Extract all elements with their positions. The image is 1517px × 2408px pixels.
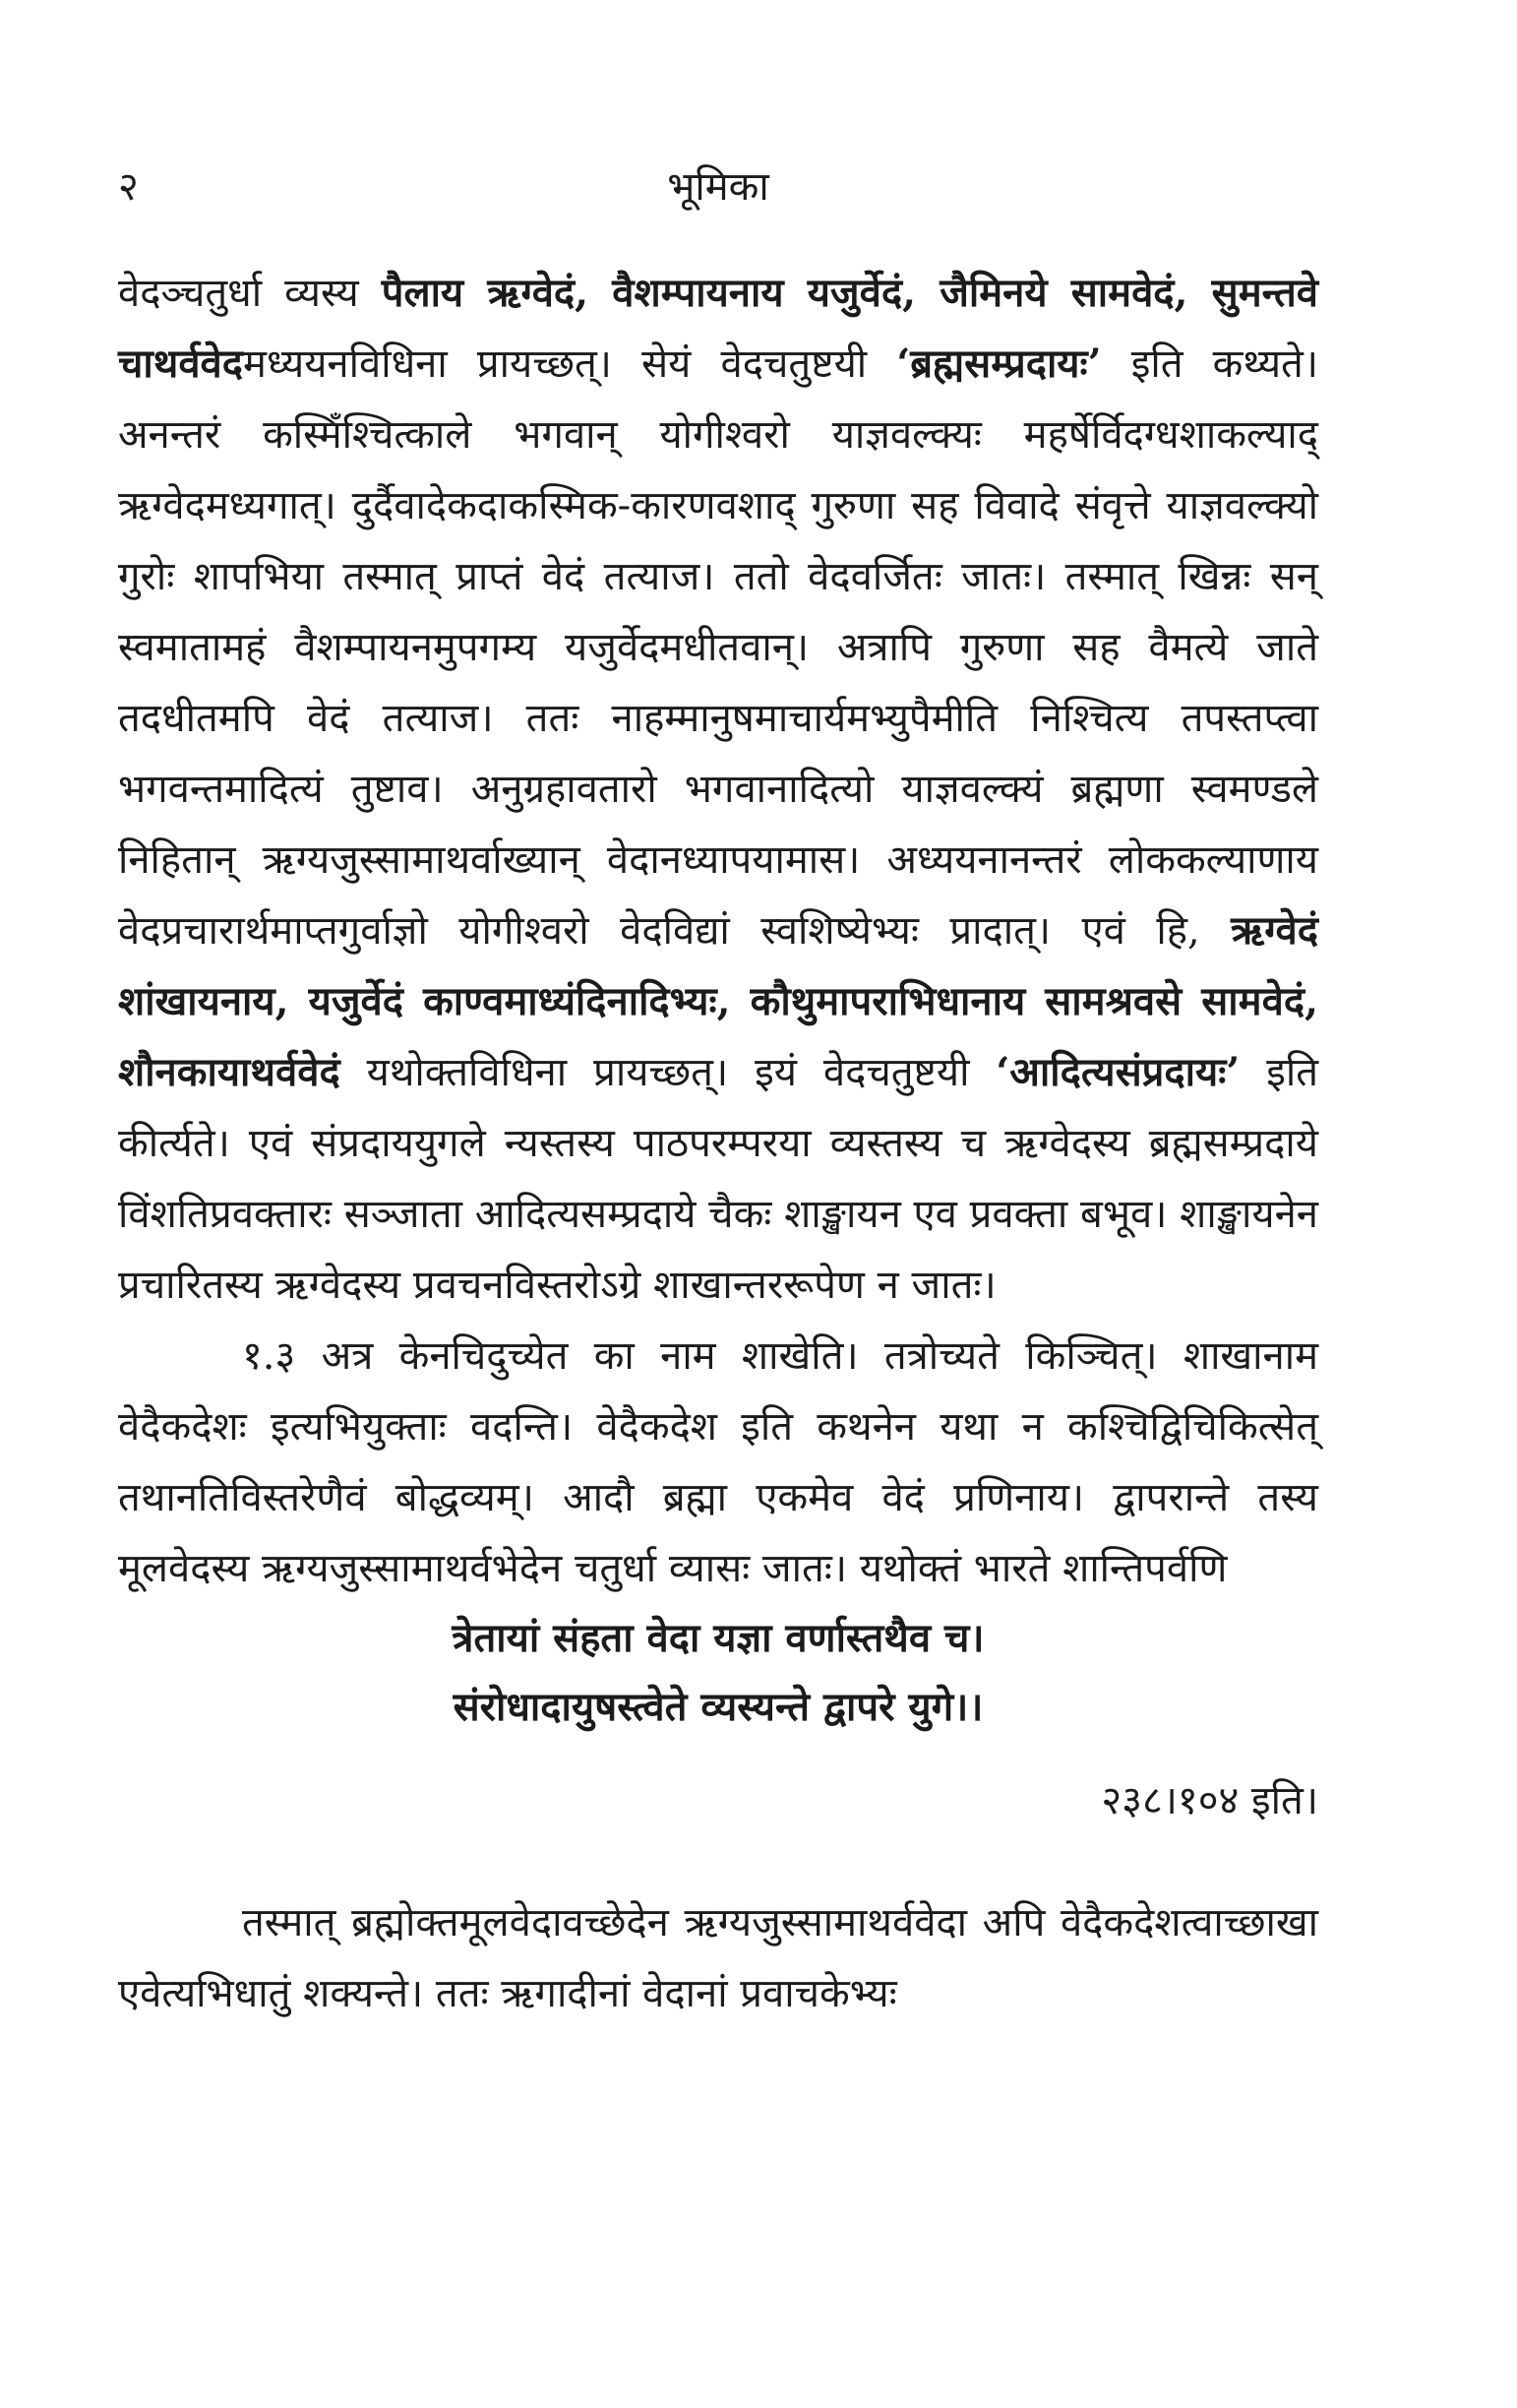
- paragraph-1-bold-4: ‘आदित्यसंप्रदायः’: [996, 1049, 1241, 1095]
- paragraph-1-text-1: वेदञ्चतुर्धा व्यस्य: [118, 271, 382, 316]
- verse-line-1: त्रेतायां संहता वेदा यज्ञा वर्णास्तथैव च।: [452, 1615, 985, 1661]
- running-title: भूमिका: [667, 164, 769, 210]
- paragraph-1-bold-1: पैलाय ऋग्वेदं, वैशम्पायनाय यजुर्वेदं, जैमिनये सामवेदं, सुमन्तवे चाथर्ववेद: [118, 270, 1318, 387]
- paragraph-1-text-4: यथोक्तविधिना प्रायच्छत्। इयं वेदचतुष्टयी: [339, 1050, 997, 1095]
- paragraph-3: तस्मात् ब्रह्मोक्तमूलवेदावच्छेदेन ऋग्यजुस्सामाथर्ववेदा अपि वेदैकदेशत्वाच्छाखा एवेत्यभिधातुं शक्यन्ते। ततः ऋगादीनां वेदानां प्रवाचकेभ्यः: [118, 1900, 1318, 2016]
- paragraph-1-text-5: इति कीर्त्यते। एवं संप्रदाययुगले न्यस्तस्य पाठपरम्परया व्यस्तस्य च ऋग्वेदस्य ब्रह्मसम्प्रदाये विंशतिप्रवक्तारः सञ्जाता आदित्यसम्प्रदाये चैकः शाङ्खायन एव प्रवक्ता बभूव। शाङ्खायनेन प्रचारितस्य ऋग्वेदस्य प्रवचनविस्तरोऽग्रे शाखान्तररूपेण न जातः।: [118, 1050, 1318, 1308]
- paragraph-1-text-2: मध्ययनविधिना प्रायच्छत्। सेयं वेदचतुष्टयी: [243, 341, 897, 387]
- paragraph-1-text-3: इति कथ्यते। अनन्तरं कस्मिँश्चित्काले भगवान् योगीश्वरो याज्ञवल्क्यः महर्षेर्विदग्धशाकल्याद् ऋग्वेदमध्यगात्। दुर्दैवादेकदाकस्मिक-कारणवशाद् गुरुणा सह विवादे संवृत्ते याज्ञवल्क्यो गुरोः शापभिया तस्मात् प्राप्तं वेदं तत्याज। ततो वेदवर्जितः जातः। तस्मात् खिन्नः सन् स्वमातामहं वैशम्पायनमुपगम्य यजुर्वेदमधीतवान्। अत्रापि गुरुणा सह वैमत्ये जाते तदधीतमपि वेदं तत्याज। ततः नाहम्मानुषमाचार्यमभ्युपैमीति निश्चित्य तपस्तप्त्वा भगवन्तमादित्यं तुष्टाव। अनुग्रहावतारो भगवानादित्यो याज्ञवल्क्यं ब्रह्मणा स्वमण्डले निहितान् ऋग्यजुस्सामाथर्वाख्यान् वेदानध्यापयामास। अध्ययनानन्तरं लोककल्याणाय वेदप्रचारार्थमाप्तगुर्वाज्ञो योगीश्वरो वेदविद्यां स्वशिष्येभ्यः प्रादात्। एवं हि,: [118, 341, 1318, 954]
- verse-line-2: संरोधादायुषस्त्वेते व्यस्यन्ते द्वापरे युगे।।: [453, 1684, 984, 1730]
- paragraph-gap: [118, 1848, 1318, 1887]
- paragraph-1-bold-2: ‘ब्रह्मसम्प्रदायः’: [896, 340, 1102, 387]
- paragraph-2: १.३ अत्र केनचिदुच्येत का नाम शाखेति। तत्रोच्यते किञ्चित्। शाखानाम वेदैकदेशः इत्यभियुक्ताः वदन्ति। वेदैकदेश इति कथनेन यथा न कश्चिद्विचिकित्सेत् तथानतिविस्तरेणैवं बोद्धव्यम्। आदौ ब्रह्मा एकमेव वेदं प्रणिनाय। द्वापरान्ते तस्य मूलवेदस्य ऋग्यजुस्सामाथर्वभेदेन चतुर्धा व्यासः जातः। यथोक्तं भारते शान्तिपर्वणि: [118, 1333, 1318, 1591]
- paragraph-1: [118, 258, 1318, 1321]
- paragraph-1-bold-3: ऋग्वेदं शांखायनाय, यजुर्वेदं काण्वमाध्यंदिनादिभ्यः, कौथुमापराभिधानाय सामश्रवसे सामवेदं, शौनकायाथर्ववेदं: [118, 907, 1318, 1095]
- page-number: २: [118, 164, 139, 210]
- verse-reference: २३८।१०४ इति।: [1101, 1778, 1318, 1823]
- body-text: [118, 258, 1318, 2029]
- page-header: [118, 157, 1318, 226]
